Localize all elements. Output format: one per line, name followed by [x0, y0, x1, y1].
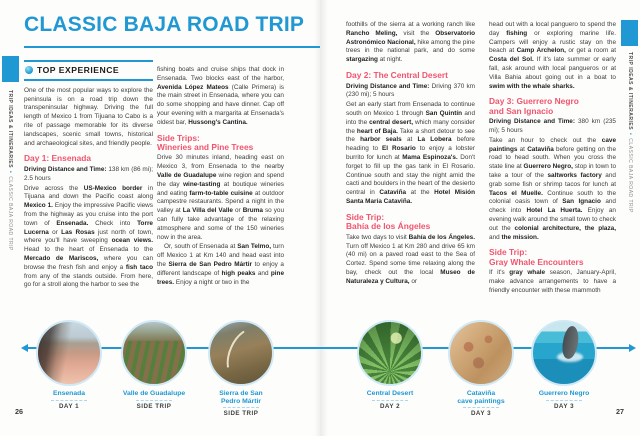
guerrero-negro-whale-photo: [531, 320, 597, 386]
top-experience-badge: [24, 60, 153, 81]
stop-name: Valle de Guadalupe: [122, 390, 186, 397]
body-paragraph: Take two days to visit Bahía de los Ángeles. Turn off Mexico 1 at Km 280 and drive 65 km (40 mi) on a paved road east to the Sea of Cortez. Spend some time relaxing along the bay, check out the local Museo de Naturaleza y Cultura, or: [346, 233, 475, 285]
page-title: CLASSIC BAJA ROAD TRIP: [24, 13, 305, 36]
body-paragraph: Or, south of Ensenada at San Telmo, turn off Mexico 1 at Km 140 and head east into the Sierra de San Pedro Mártir to enjoy a different landscape of high peaks and pine trees. Enjoy a night or two in the: [157, 243, 284, 286]
stop-name: Ensenada: [52, 390, 86, 397]
central-desert-cactus-photo: [357, 320, 423, 386]
stop-divider: [136, 400, 172, 401]
title-underline: [24, 46, 320, 48]
route-timeline: [0, 320, 640, 430]
timeline-stop: [518, 320, 610, 410]
stop-divider: [546, 400, 582, 401]
spine-chapter-label: CLASSIC BAJA ROAD TRIP: [7, 176, 13, 251]
section-heading: Side Trip: Bahía de los Ángeles: [346, 211, 431, 232]
stop-divider: [463, 407, 499, 408]
page-number-right: 27: [616, 407, 624, 416]
stop-tag: DAY 2: [379, 402, 401, 410]
body-paragraph: Driving Distance and Time: 380 km (235 mi); 5 hours: [489, 118, 616, 135]
spine-series-label: TRIP IDEAS & ITINERARIES: [7, 90, 13, 169]
left-spine-text: [7, 90, 13, 251]
right-chapter-tab: [621, 20, 638, 46]
section-heading: Side Trips: Wineries and Pine Trees: [157, 132, 254, 152]
timeline-arrow-right-icon: [629, 344, 636, 352]
section-heading: Day 2: The Central Desert: [346, 69, 448, 80]
catavina-cave-paintings-photo: [448, 320, 514, 386]
spine-chapter-label: CLASSIC BAJA ROAD TRIP: [627, 138, 633, 213]
timeline-stop: [435, 320, 527, 417]
valle-guadalupe-vineyard-photo: [121, 320, 187, 386]
page-number-left: 26: [15, 407, 23, 416]
body-paragraph: Drive across the US-Mexico border in Tijuana and down the Pacific coast along Mexico 1. Enjoy the impressive Pacific views from the highway as you cruise into the port town of Ensenada. Check into Torre Lucerna or Las Rosas just north of town, where you'll have sweeping ocean views. Head to the heart of Ensenada to the Mercado de Mariscos, where you can browse the fresh fish and enjoy a fish taco from any of the stands outside. From here, go for a stroll along the harbor to see the: [24, 184, 153, 289]
stop-name: Guerrero Negro: [538, 390, 590, 397]
stop-name: Cataviña cave paintings: [457, 390, 505, 405]
body-paragraph: Driving Distance and Time: Driving 370 km (230 mi); 5 hours: [346, 82, 475, 99]
column-4: [489, 21, 616, 319]
body-paragraph: Drive 30 minutes inland, heading east on Mexico 3, from Ensenada to the nearby Valle de Guadalupe wine region and spend the day wine-tasting at boutique wineries and eating farm-to-table cuisine at outdoor campestre restaurants. Spend a night in the valley at La Villa del Valle or Bruma so you can fully take advantage of the relaxing atmosphere and some of the 150 wineries now in the area.: [157, 154, 284, 241]
stop-name: Central Desert: [366, 390, 414, 397]
body-paragraph: If it's gray whale season, January-April, make advance arrangements to have a friendly encounter with these mammoth: [489, 269, 616, 294]
column-3: [346, 21, 475, 319]
timeline-stop: [195, 320, 287, 417]
left-chapter-tab: [2, 56, 19, 82]
stop-tag: SIDE TRIP: [136, 402, 172, 410]
body-paragraph: foothills of the sierra at a working ranch like Rancho Meling, visit the Observatorio Astronómico Nacional, hike among the pine trees in the national park, and do some stargazing at night.: [346, 21, 475, 64]
body-paragraph: One of the most popular ways to explore the peninsula is on a road trip down the transpeninsular highway. Driving the full length of Mexico 1 from Tijuana to Cabo is a rite of passage memorable for its diverse landscapes, scenic small towns, historical and archaeological sites, and friendly people.: [24, 86, 153, 147]
right-spine-text: [627, 52, 633, 213]
stop-tag: DAY 3: [553, 402, 575, 410]
column-1: [24, 60, 153, 318]
section-heading: Day 1: Ensenada: [24, 153, 92, 164]
ensenada-boardwalk-photo: [36, 320, 102, 386]
column-2: [157, 66, 284, 318]
top-experience-label: TOP EXPERIENCE: [37, 65, 120, 75]
stop-name: Sierra de San Pedro Mártir: [219, 390, 263, 405]
stop-divider: [51, 400, 87, 401]
section-heading: Side Trip: Gray Whale Encounters: [489, 247, 584, 267]
stop-divider: [372, 400, 408, 401]
timeline-stop: [108, 320, 200, 410]
body-paragraph: fishing boats and cruise ships that dock in Ensenada. Two blocks east of the harbor, Avenida López Mateos (Calle Primera) is the main street in Ensenada, where you can do some shopping and have dinner. Cap off your evening with a margarita at Ensenada's oldest bar, Hussong's Cantina.: [157, 66, 284, 126]
top-experience-dot-icon: [25, 66, 33, 74]
body-paragraph: Take an hour to check out the cave paintings at Cataviña before getting on the road to head south. When you cross the state line at Guerrero Negro, stop in town to take a tour of the saltworks factory and grab some fish or shrimp tacos for lunch at Tacos el Muelle. Continue south to the colonial oasis town of San Ignacio and check into Hotel La Huerta. Enjoy an evening walk around the small town to check out the colonial architecture, the plaza, and the mission.: [489, 136, 616, 241]
stop-tag: DAY 1: [58, 402, 80, 410]
timeline-stop: [344, 320, 436, 410]
stop-divider: [223, 407, 259, 408]
timeline-stop: [23, 320, 115, 410]
body-paragraph: head out with a local panguero to spend the day fishing or exploring marine life. Campers will enjoy a rustic stay on the beach at Camp Archelon, or get a room at Costa del Sol. If it's late summer or early fall, ask around with local pangueros or at Villa Bahia about going out in a boat to swim with the whale sharks.: [489, 21, 616, 90]
stop-tag: SIDE TRIP: [223, 410, 259, 418]
spine-separator: •: [627, 133, 633, 136]
body-paragraph: Get an early start from Ensenada to continue south on Mexico 1 through San Quintín and into the central desert, which many consider the heart of Baja. Take a short detour to see the harbor seals at La Lobera before heading to El Rosario to enjoy a lobster burrito for lunch at Mama Espinoza's. Don't forget to fill up the gas tank in El Rosario. Continue south and stay the night amid the cacti and boulders in the heart of the desierto central in Cataviña at the Hotel Misión Santa María Cataviña.: [346, 101, 475, 206]
stop-tag: DAY 3: [470, 410, 492, 418]
body-paragraph: Driving Distance and Time: 138 km (86 mi); 2.5 hours: [24, 166, 153, 182]
sierra-san-pedro-martir-photo: [208, 320, 274, 386]
section-heading: Day 3: Guerrero Negro and San Ignacio: [489, 96, 579, 116]
spine-series-label: TRIP IDEAS & ITINERARIES: [627, 52, 633, 131]
spine-separator: •: [7, 171, 13, 174]
